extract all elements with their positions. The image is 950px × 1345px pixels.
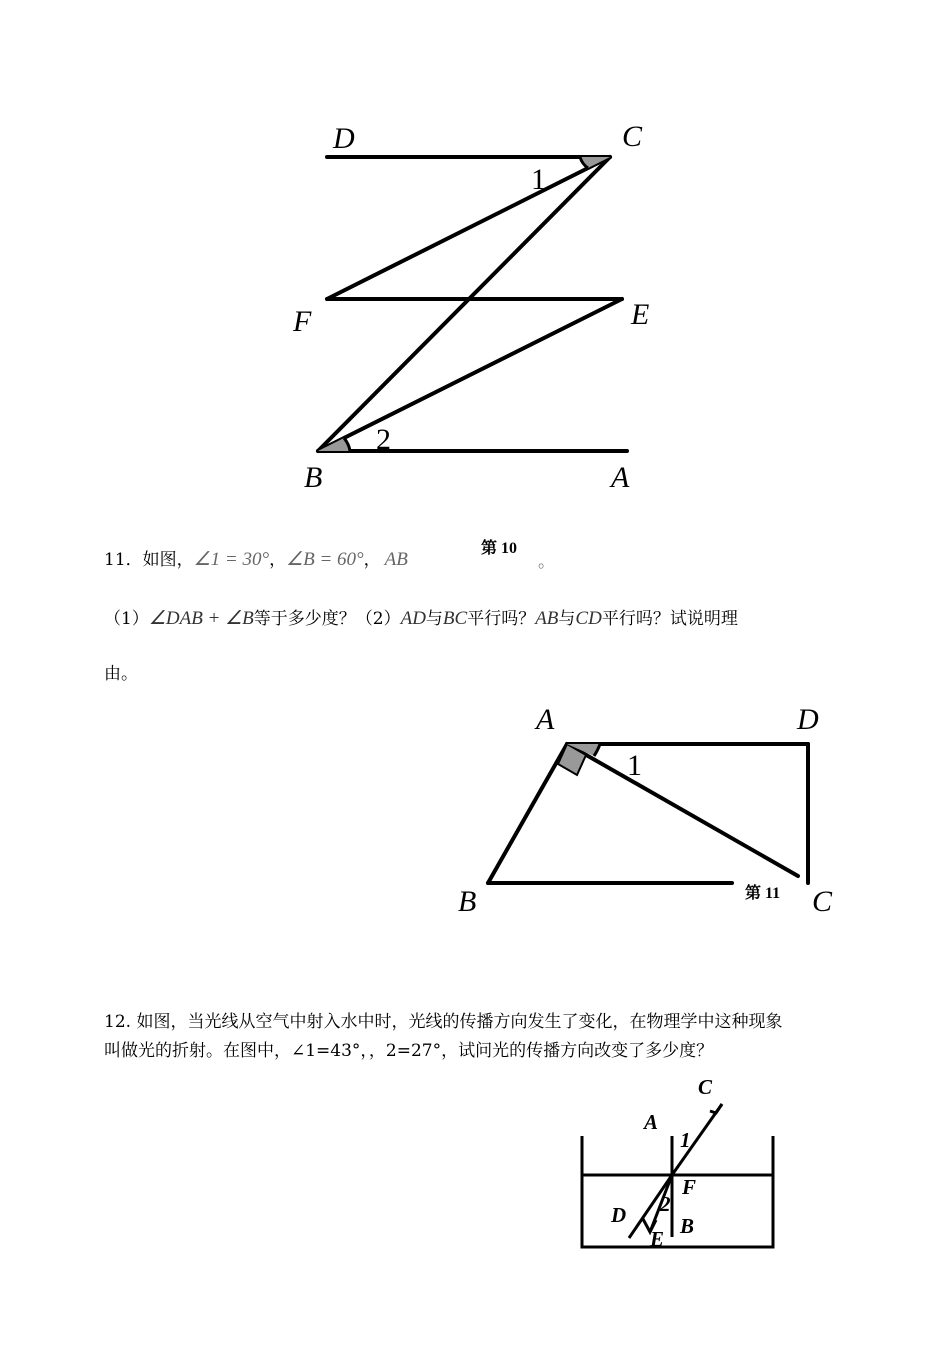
q11-ab: AB — [384, 549, 408, 570]
label-f: F — [682, 1175, 697, 1199]
q11-yu2: 与 — [558, 609, 576, 629]
q11-angle1: ∠1 = 30° — [193, 549, 270, 570]
q11-parallel1: 平行吗？ — [467, 609, 536, 629]
label-angle-2: 2 — [376, 423, 391, 456]
q11-ab2: AB — [535, 608, 559, 629]
label-a: A — [611, 461, 630, 494]
q12-line-1: 12. 如图，当光线从空气中射入水中时，光线的传播方向发生了变化，在物理学中这种现象 — [104, 1012, 783, 1032]
label-a: A — [536, 703, 555, 736]
q11-part1-text: 等于多少度？（2） — [253, 609, 401, 629]
q12-line-2: 叫做光的折射。在图中，∠1=43°，，2=27°，试问光的传播方向改变了多少度？ — [104, 1041, 714, 1061]
container — [582, 1136, 773, 1247]
label-d: D — [333, 122, 355, 155]
q11-part1-expr: ∠DAB + ∠B — [148, 608, 254, 629]
q11-parallel2: 平行吗？试说明理 — [601, 609, 738, 629]
q11-intro: 如图， — [142, 550, 194, 570]
q11-sep1: ， — [269, 550, 287, 570]
q11-end: 。 — [538, 552, 555, 572]
q11-number: 11． — [104, 550, 143, 570]
label-a: A — [644, 1110, 659, 1134]
label-e: E — [631, 298, 650, 331]
label-angle-1: 1 — [627, 749, 642, 782]
label-c: C — [698, 1075, 713, 1099]
q11-bc: BC — [442, 608, 468, 629]
q11-yu1: 与 — [425, 609, 443, 629]
q11-figure-ref: 第 10 — [481, 540, 518, 557]
label-b: B — [304, 461, 323, 494]
arrow-incident — [710, 1104, 722, 1113]
label-b: B — [458, 885, 477, 918]
q11-cd: CD — [575, 608, 602, 629]
label-d: D — [797, 703, 819, 736]
q11-part1-label: （1） — [104, 609, 149, 629]
q11-sep2: ， — [363, 550, 381, 570]
q11-line-3: 由。 — [104, 664, 138, 684]
label-b: B — [680, 1214, 695, 1238]
label-angle-1: 1 — [531, 163, 546, 196]
label-c: C — [812, 885, 833, 918]
label-f: F — [293, 305, 312, 338]
label-angle-1: 1 — [680, 1128, 691, 1152]
label-angle-2: 2 — [660, 1192, 671, 1216]
label-d: D — [611, 1203, 627, 1227]
q11-ad: AD — [400, 608, 426, 629]
figure-11-ref: 第 11 — [745, 885, 781, 902]
label-c: C — [622, 120, 643, 153]
q11-angleB: ∠B = 60° — [286, 549, 364, 570]
label-e: E — [650, 1227, 665, 1251]
